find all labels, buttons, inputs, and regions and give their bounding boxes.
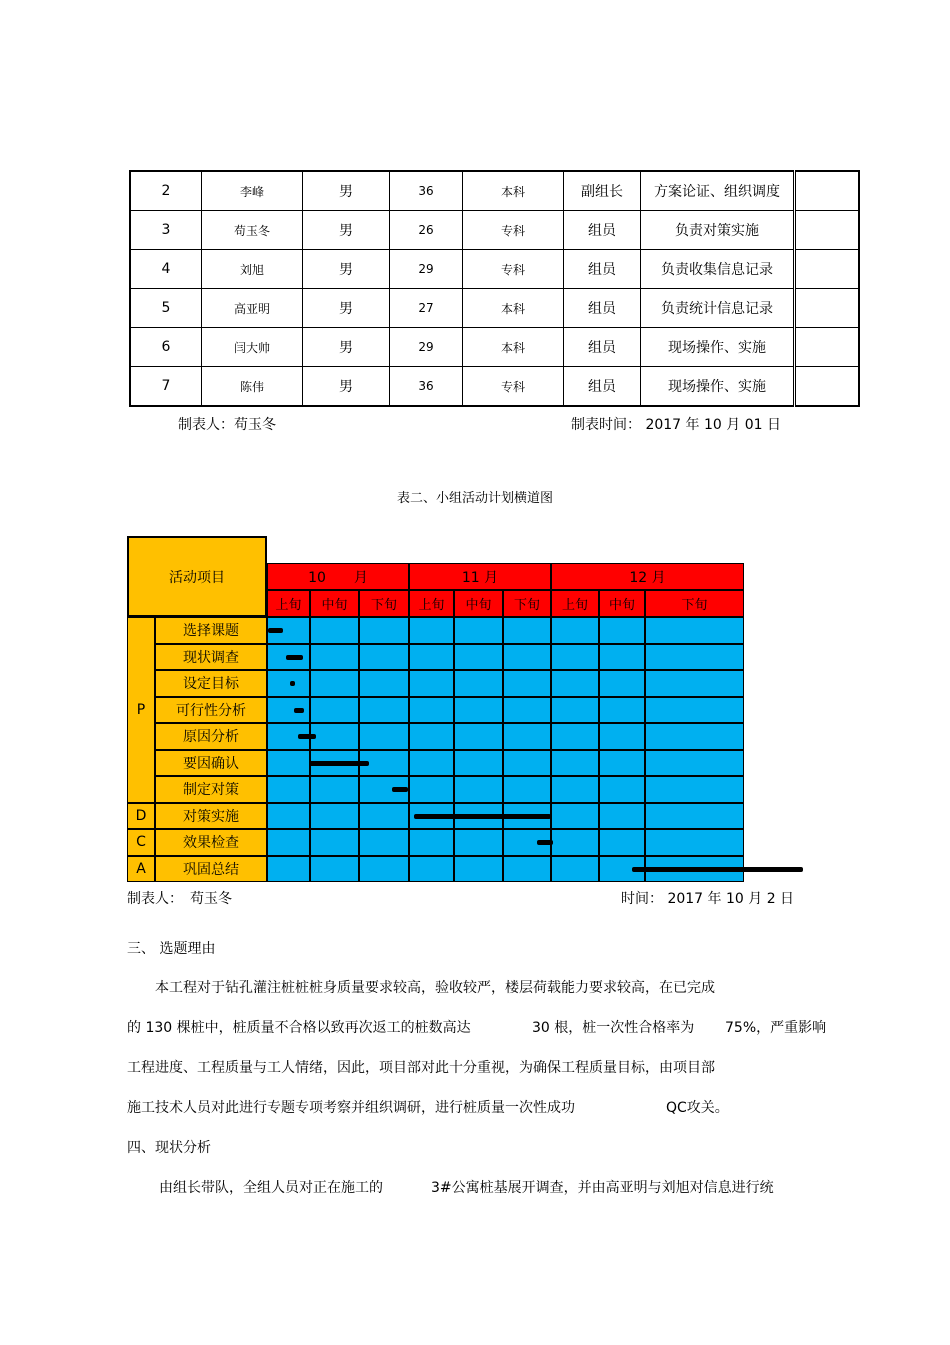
- cell-gender: 男: [303, 289, 390, 328]
- paragraph-line: 施工技术人员对此进行专题专项考察并组织调研，进行桩质量一次性成功: [127, 1100, 575, 1116]
- phase-label: P: [127, 617, 155, 803]
- gantt-cell: [359, 670, 409, 697]
- period-header: 下旬: [645, 590, 744, 617]
- cell-note: [795, 289, 860, 328]
- gantt-cell: [454, 776, 503, 803]
- gantt-cell: [645, 723, 744, 750]
- cell-edu: 本科: [463, 328, 564, 367]
- gantt-cell: [551, 750, 599, 777]
- gantt-cell: [645, 776, 744, 803]
- table-row: [130, 250, 859, 289]
- gantt-cell: [503, 617, 551, 644]
- task-label: 效果检查: [155, 829, 267, 856]
- gantt-cell: [454, 856, 503, 883]
- cell-age: 27: [390, 289, 463, 328]
- gantt-cell: [359, 617, 409, 644]
- paragraph-line: 75%，严重影响: [725, 1020, 827, 1036]
- cell-no: 7: [130, 367, 202, 407]
- task-label: 可行性分析: [155, 697, 267, 724]
- gantt-cell: [454, 723, 503, 750]
- gantt-cell: [645, 697, 744, 724]
- table-row: [130, 367, 859, 407]
- gantt-date: 时间： 2017 年 10 月 2 日: [621, 891, 795, 907]
- cell-gender: 男: [303, 211, 390, 250]
- gantt-cell: [503, 856, 551, 883]
- gantt-cell: [409, 670, 454, 697]
- period-header: 上旬: [409, 590, 454, 617]
- gantt-bar: [392, 787, 409, 792]
- table-row: [130, 328, 859, 367]
- cell-role: 组员: [564, 328, 641, 367]
- period-header: 中旬: [599, 590, 645, 617]
- gantt-cell: [359, 856, 409, 883]
- gantt-cell: [503, 644, 551, 671]
- gantt-cell: [599, 750, 645, 777]
- cell-age: 36: [390, 367, 463, 407]
- cell-role: 副组长: [564, 171, 641, 211]
- cell-note: [795, 171, 860, 211]
- period-header: 上旬: [267, 590, 310, 617]
- cell-name: 刘旭: [202, 250, 303, 289]
- cell-duty: 方案论证、组织调度: [641, 171, 795, 211]
- gantt-cell: [599, 803, 645, 830]
- table-row: [130, 171, 859, 211]
- cell-age: 36: [390, 171, 463, 211]
- gantt-cell: [409, 697, 454, 724]
- gantt-cell: [359, 723, 409, 750]
- cell-note: [795, 328, 860, 367]
- gantt-cell: [551, 617, 599, 644]
- gantt-bar: [537, 840, 554, 845]
- paragraph-line: 由组长带队，全组人员对正在施工的: [159, 1180, 383, 1196]
- gantt-cell: [409, 750, 454, 777]
- cell-age: 26: [390, 211, 463, 250]
- paragraph-line: 的 130 棵桩中，桩质量不合格以致再次返工的桩数高达: [127, 1020, 471, 1036]
- cell-duty: 现场操作、实施: [641, 367, 795, 407]
- gantt-cell: [645, 829, 744, 856]
- gantt-cell: [645, 750, 744, 777]
- gantt-cell: [310, 723, 359, 750]
- gantt-cell: [454, 644, 503, 671]
- table-maker: 制表人：苟玉冬: [178, 417, 276, 433]
- cell-name: 闫大帅: [202, 328, 303, 367]
- gantt-cell: [409, 644, 454, 671]
- cell-name: 李峰: [202, 171, 303, 211]
- gantt-cell: [599, 617, 645, 644]
- gantt-cell: [599, 723, 645, 750]
- month-header: 12 月: [551, 563, 744, 590]
- gantt-cell: [267, 856, 310, 883]
- cell-role: 组员: [564, 211, 641, 250]
- gantt-cell: [454, 829, 503, 856]
- cell-name: 苟玉冬: [202, 211, 303, 250]
- cell-age: 29: [390, 328, 463, 367]
- gantt-bar: [294, 708, 304, 713]
- phase-label: C: [127, 829, 155, 856]
- gantt-cell: [310, 776, 359, 803]
- period-header: 中旬: [454, 590, 503, 617]
- gantt-cell: [310, 856, 359, 883]
- gantt-cell: [645, 644, 744, 671]
- gantt-cell: [551, 829, 599, 856]
- gantt-cell: [503, 723, 551, 750]
- task-label: 要因确认: [155, 750, 267, 777]
- gantt-cell: [267, 829, 310, 856]
- gantt-bar: [414, 814, 551, 819]
- gantt-cell: [409, 856, 454, 883]
- paragraph-line: QC攻关。: [666, 1100, 729, 1116]
- section-heading-4: 四、现状分析: [127, 1140, 211, 1156]
- gantt-cell: [645, 617, 744, 644]
- gantt-cell: [409, 776, 454, 803]
- gantt-cell: [359, 697, 409, 724]
- gantt-cell: [503, 776, 551, 803]
- task-label: 制定对策: [155, 776, 267, 803]
- gantt-cell: [409, 829, 454, 856]
- cell-duty: 现场操作、实施: [641, 328, 795, 367]
- period-header: 下旬: [503, 590, 551, 617]
- gantt-cell: [310, 670, 359, 697]
- cell-gender: 男: [303, 250, 390, 289]
- table-date: 制表时间： 2017 年 10 月 01 日: [571, 417, 781, 433]
- gantt-maker: 制表人： 苟玉冬: [127, 891, 232, 907]
- period-header: 中旬: [310, 590, 359, 617]
- gantt-cell: [267, 803, 310, 830]
- cell-no: 3: [130, 211, 202, 250]
- cell-gender: 男: [303, 171, 390, 211]
- phase-label: A: [127, 856, 155, 883]
- gantt-cell: [645, 803, 744, 830]
- gantt-cell: [359, 644, 409, 671]
- period-header: 下旬: [359, 590, 409, 617]
- gantt-cell: [551, 644, 599, 671]
- member-table: [129, 170, 860, 407]
- gantt-cell: [409, 617, 454, 644]
- task-label: 现状调查: [155, 644, 267, 671]
- paragraph-line: 3#公寓桩基展开调查，并由高亚明与刘旭对信息进行统: [431, 1180, 774, 1196]
- gantt-cell: [454, 617, 503, 644]
- gantt-bar: [286, 655, 303, 660]
- task-label: 原因分析: [155, 723, 267, 750]
- gantt-caption: 表二、小组活动计划横道图: [396, 491, 553, 506]
- gantt-cell: [267, 750, 310, 777]
- gantt-bar: [632, 867, 803, 872]
- cell-role: 组员: [564, 250, 641, 289]
- cell-role: 组员: [564, 367, 641, 407]
- gantt-cell: [645, 670, 744, 697]
- month-header: 10 月: [267, 563, 409, 590]
- paragraph-line: 工程进度、工程质量与工人情绪，因此，项目部对此十分重视，为确保工程质量目标，由项目部: [127, 1060, 715, 1076]
- gantt-cell: [454, 697, 503, 724]
- cell-duty: 负责收集信息记录: [641, 250, 795, 289]
- gantt-cell: [551, 856, 599, 883]
- gantt-cell: [599, 697, 645, 724]
- gantt-cell: [267, 670, 310, 697]
- gantt-cell: [310, 644, 359, 671]
- gantt-cell: [409, 723, 454, 750]
- gantt-cell: [359, 829, 409, 856]
- cell-name: 高亚明: [202, 289, 303, 328]
- cell-gender: 男: [303, 367, 390, 407]
- gantt-cell: [454, 750, 503, 777]
- cell-name: 陈伟: [202, 367, 303, 407]
- cell-age: 29: [390, 250, 463, 289]
- gantt-bar: [268, 628, 283, 633]
- gantt-header-label: 活动项目: [127, 536, 267, 617]
- gantt-cell: [454, 670, 503, 697]
- gantt-bar: [309, 761, 369, 766]
- phase-label: D: [127, 803, 155, 830]
- gantt-cell: [599, 644, 645, 671]
- cell-edu: 专科: [463, 250, 564, 289]
- cell-edu: 本科: [463, 289, 564, 328]
- cell-role: 组员: [564, 289, 641, 328]
- gantt-cell: [551, 670, 599, 697]
- gantt-cell: [310, 829, 359, 856]
- cell-note: [795, 211, 860, 250]
- cell-no: 2: [130, 171, 202, 211]
- cell-edu: 专科: [463, 367, 564, 407]
- gantt-cell: [599, 776, 645, 803]
- gantt-cell: [503, 750, 551, 777]
- gantt-cell: [310, 697, 359, 724]
- gantt-cell: [310, 803, 359, 830]
- cell-no: 4: [130, 250, 202, 289]
- task-label: 设定目标: [155, 670, 267, 697]
- gantt-cell: [551, 723, 599, 750]
- gantt-cell: [551, 697, 599, 724]
- cell-edu: 本科: [463, 171, 564, 211]
- gantt-bar: [298, 734, 316, 739]
- cell-edu: 专科: [463, 211, 564, 250]
- period-header: 上旬: [551, 590, 599, 617]
- cell-no: 5: [130, 289, 202, 328]
- gantt-cell: [599, 829, 645, 856]
- gantt-cell: [551, 776, 599, 803]
- gantt-cell: [503, 697, 551, 724]
- gantt-cell: [359, 803, 409, 830]
- gantt-cell: [551, 803, 599, 830]
- task-label: 巩固总结: [155, 856, 267, 883]
- table-row: [130, 289, 859, 328]
- paragraph-line: 30 根，桩一次性合格率为: [532, 1020, 695, 1036]
- gantt-cell: [310, 617, 359, 644]
- table-row: [130, 211, 859, 250]
- cell-note: [795, 250, 860, 289]
- gantt-cell: [503, 670, 551, 697]
- cell-duty: 负责统计信息记录: [641, 289, 795, 328]
- task-label: 对策实施: [155, 803, 267, 830]
- cell-gender: 男: [303, 328, 390, 367]
- cell-note: [795, 367, 860, 407]
- paragraph-line: 本工程对于钻孔灌注桩桩桩身质量要求较高，验收较严，楼层荷载能力要求较高，在已完成: [155, 980, 715, 996]
- task-label: 选择课题: [155, 617, 267, 644]
- cell-duty: 负责对策实施: [641, 211, 795, 250]
- gantt-cell: [599, 670, 645, 697]
- month-header: 11 月: [409, 563, 551, 590]
- gantt-cell: [267, 776, 310, 803]
- cell-no: 6: [130, 328, 202, 367]
- section-heading-3: 三、 选题理由: [127, 941, 216, 957]
